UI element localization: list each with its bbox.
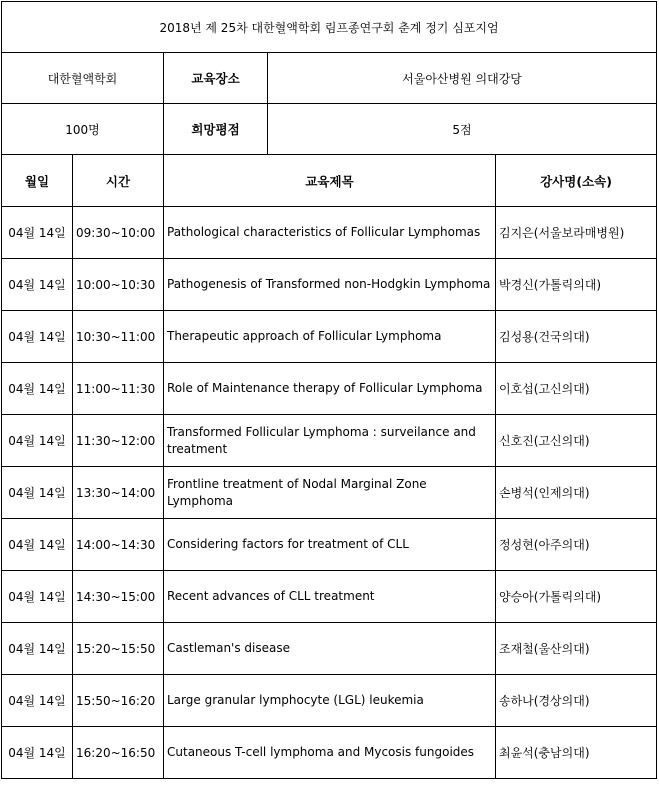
row-speaker: 정성현(아주의대) [496, 519, 657, 571]
points-label: 희망평점 [164, 104, 268, 155]
row-date: 04월 14일 [2, 727, 73, 779]
row-speaker: 송하나(경상의대) [496, 675, 657, 727]
row-topic: Pathogenesis of Transformed non-Hodgkin Lymphoma [164, 259, 496, 311]
row-time: 16:20~16:50 [73, 727, 164, 779]
row-topic: Frontline treatment of Nodal Marginal Zone Lymphoma [164, 467, 496, 519]
info-row-venue [2, 53, 657, 104]
table-row [2, 259, 657, 311]
row-date: 04월 14일 [2, 519, 73, 571]
row-topic: Pathological characteristics of Follicular Lymphomas [164, 207, 496, 259]
row-time: 14:30~15:00 [73, 571, 164, 623]
column-header-time: 시간 [73, 155, 164, 207]
venue-value: 서울아산병원 의대강당 [268, 53, 657, 104]
table-row [2, 467, 657, 519]
row-time: 11:00~11:30 [73, 363, 164, 415]
table-row [2, 415, 657, 467]
row-date: 04월 14일 [2, 415, 73, 467]
row-topic: Recent advances of CLL treatment [164, 571, 496, 623]
row-date: 04월 14일 [2, 467, 73, 519]
table-row [2, 571, 657, 623]
table-row [2, 623, 657, 675]
row-topic: Considering factors for treatment of CLL [164, 519, 496, 571]
row-date: 04월 14일 [2, 311, 73, 363]
row-time: 13:30~14:00 [73, 467, 164, 519]
column-header-date: 월일 [2, 155, 73, 207]
row-date: 04월 14일 [2, 259, 73, 311]
column-header-row [2, 155, 657, 207]
row-time: 15:20~15:50 [73, 623, 164, 675]
symposium-schedule-table [1, 1, 657, 779]
row-time: 14:00~14:30 [73, 519, 164, 571]
row-speaker: 김지은(서울보라매병원) [496, 207, 657, 259]
row-speaker: 박경신(가톨릭의대) [496, 259, 657, 311]
row-topic: Castleman's disease [164, 623, 496, 675]
row-speaker: 최윤석(충남의대) [496, 727, 657, 779]
organizer: 대한혈액학회 [2, 53, 164, 104]
table-row [2, 519, 657, 571]
document-title: 2018년 제 25차 대한혈액학회 림프종연구회 춘계 정기 심포지엄 [2, 2, 657, 53]
row-date: 04월 14일 [2, 571, 73, 623]
row-speaker: 김성용(건국의대) [496, 311, 657, 363]
row-topic: Role of Maintenance therapy of Follicular Lymphoma [164, 363, 496, 415]
row-topic: Large granular lymphocyte (LGL) leukemia [164, 675, 496, 727]
row-time: 10:30~11:00 [73, 311, 164, 363]
column-header-topic: 교육제목 [164, 155, 496, 207]
row-time: 09:30~10:00 [73, 207, 164, 259]
row-date: 04월 14일 [2, 363, 73, 415]
table-row [2, 311, 657, 363]
row-date: 04월 14일 [2, 623, 73, 675]
row-speaker: 조재철(울산의대) [496, 623, 657, 675]
row-time: 11:30~12:00 [73, 415, 164, 467]
table-row [2, 727, 657, 779]
row-topic: Transformed Follicular Lymphoma : surveilance and treatment [164, 415, 496, 467]
title-row [2, 2, 657, 53]
row-speaker: 양승아(가톨릭의대) [496, 571, 657, 623]
row-date: 04월 14일 [2, 675, 73, 727]
table-row [2, 363, 657, 415]
table-row [2, 675, 657, 727]
row-time: 10:00~10:30 [73, 259, 164, 311]
row-time: 15:50~16:20 [73, 675, 164, 727]
table-row [2, 207, 657, 259]
row-topic: Therapeutic approach of Follicular Lymphoma [164, 311, 496, 363]
info-row-points [2, 104, 657, 155]
row-date: 04월 14일 [2, 207, 73, 259]
row-speaker: 신호진(고신의대) [496, 415, 657, 467]
column-header-speaker: 강사명(소속) [496, 155, 657, 207]
row-topic: Cutaneous T-cell lymphoma and Mycosis fungoides [164, 727, 496, 779]
capacity-value: 100명 [2, 104, 164, 155]
points-value: 5점 [268, 104, 657, 155]
row-speaker: 손병석(인제의대) [496, 467, 657, 519]
row-speaker: 이호섭(고신의대) [496, 363, 657, 415]
venue-label: 교육장소 [164, 53, 268, 104]
